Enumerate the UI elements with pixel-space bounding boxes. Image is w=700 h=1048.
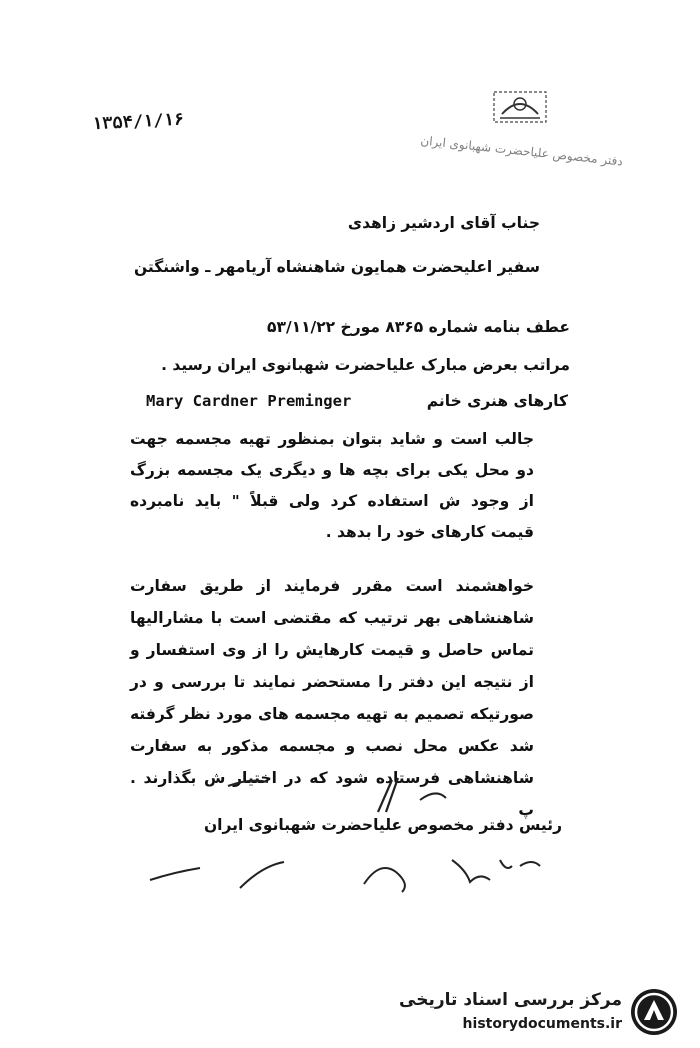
document-date: ۱۳۵۴/۱/۱۶ [91,109,185,135]
signature-block: رئیس دفتر مخصوص علیاحضرت شهبانوی ایران [203,816,562,834]
letterhead-script: دفتر مخصوص علیاحضرت شهبانوی ایران [419,133,624,169]
artworks-prefix: کارهای هنری خانم [426,392,568,410]
reference-line: عطف بنامه شماره ۸۳۶۵ مورخ ۵۳/۱۱/۲۲ [267,318,570,336]
watermark-url: historydocuments.ir [462,1016,622,1032]
artist-name: Mary Cardner Preminger [146,392,352,410]
addressee-line-2: سفیر اعلیحضرت همایون شاهنشاه آریامهر ـ واشنگتن [133,258,540,276]
archive-logo-icon [628,986,680,1038]
paragraph-2: خواهشمند است مقرر فرمایند از طریق سفارت شاهنشاهی بهر ترتیب که مقتضی است با مشارالیها تماس حاصل و قیمت کارهایش را از وی استفسار و از نتیجه این دفتر را مستحضر نمایند تا بررسی و در صورتیکه تصمیم به تهیه مجسمه های مورد نظر گرفته شد عکس محل نصب و مجسمه مذکور به سفارت شاهنشاهی فرستاده شود که در اختیار ش بگذارند . پ [130,577,534,819]
body-line-1: مراتب بعرض مبارک علیاحضرت شهبانوی ایران رسید . [161,356,570,374]
paragraph-1: جالب است و شاید بتوان بمنظور تهیه مجسمه جهت دو محل یکی برای بچه ها و دیگری یک مجسمه بزرگ از وجود ش استفاده کرد ولی قبلاً " باید نامبرده قیمت کارهای خود را بدهد . [130,430,534,541]
watermark [396,986,686,1040]
addressee-line-1: جناب آقای اردشیر زاهدی [347,214,540,232]
watermark-title: مرکز بررسی اسناد تاریخی [399,990,622,1010]
